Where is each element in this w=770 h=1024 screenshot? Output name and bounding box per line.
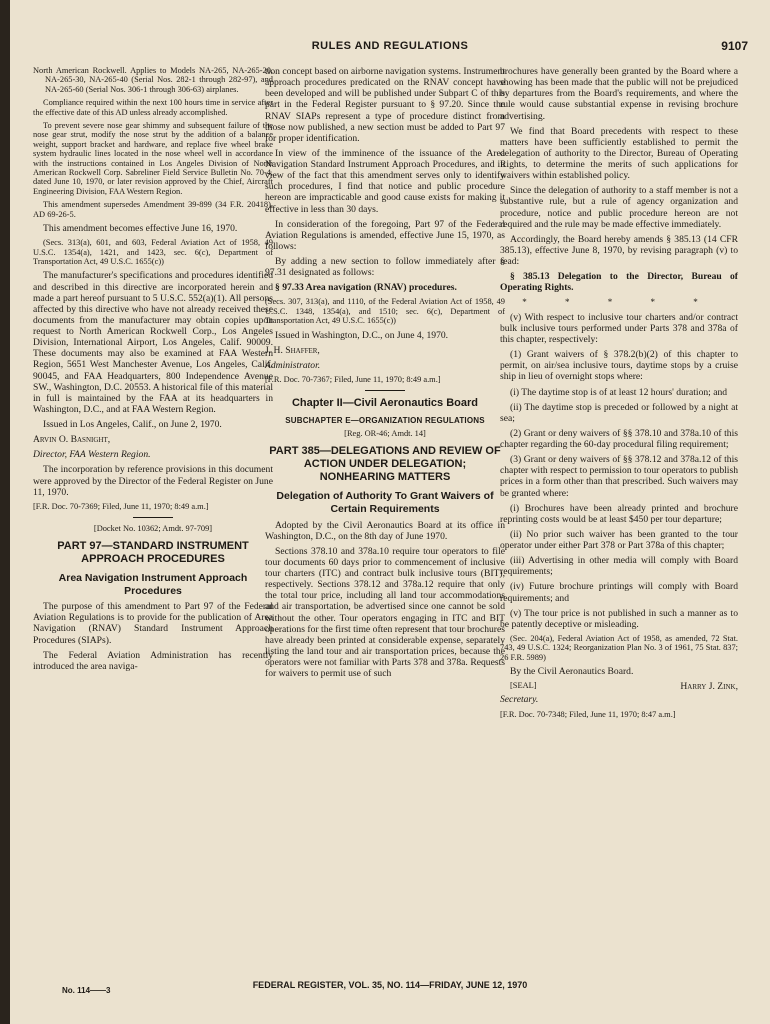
column-3 <box>500 66 738 723</box>
imminence-paragraph: In view of the imminence of the issuance of the Area Navigation Standard Instrument Approach Procedures, and in view of the fact that this amendment serves only to identify such procedures, I find that notice and public procedure hereon are impracticable and good cause exists for making it effective in less than 30 days. <box>265 147 505 215</box>
part-97-heading: PART 97—STANDARD INSTRUMENT APPROACH PROCEDURES <box>57 539 249 565</box>
fr-doc-line: [F.R. Doc. 70-7367; Filed, June 11, 1970; 8:49 a.m.] <box>265 374 441 384</box>
purpose-paragraph: The purpose of this amendment to Part 97 of the Federal Aviation Regulations is to provide for the publication of Area Navigation (RNAV) Standard Instrument Approach Procedures (SIAPs). <box>33 601 273 646</box>
divider <box>365 390 405 391</box>
authority-citation: (Secs. 313(a), 601, and 603, Federal Aviation Act of 1958, 49 U.S.C. 1354(a), 1421, and 1423, sec. 6(c), Department of Transportation Act, 49 U.S.C. 1655(c)) <box>33 238 273 267</box>
para-3-ii: (ii) No prior such waiver has been granted to the tour operator under either Part 378 or Part 378a of this chapter; <box>500 528 738 552</box>
para-v: (v) With respect to inclusive tour charters and/or contract bulk inclusive tours performed under Parts 378 and 378a of this chapter, respectively: <box>500 311 738 346</box>
rnav-concept-paragraph: tion concept based on airborne navigation systems. Instrument approach procedures predicated on the RNAV concept have been developed and will be published under Subpart C of this part in the Federal Register pursuant to § 97.20. Since the RNAV SIAPs represent a type of procedure distinct from those now published, a new section must be added to Part 97 for proper identification. <box>265 66 505 144</box>
chapter-heading: Chapter II—Civil Aeronautics Board <box>291 397 479 410</box>
by-board-line: By the Civil Aeronautics Board. <box>510 666 634 678</box>
issued-line: Issued in Los Angeles, Calif., on June 2, 1970. <box>43 419 222 431</box>
ad-supersedes: This amendment supersedes Amendment 39-899 (34 F.R. 20418), AD 69-26-5. <box>33 200 273 219</box>
ellipsis-stars: * * * * * <box>522 297 716 308</box>
section-385-13-heading: § 385.13 Delegation to the Director, Bureau of Operating Rights. <box>500 271 738 294</box>
page-footer: FEDERAL REGISTER, VOL. 35, NO. 114—FRIDAY, JUNE 12, 1970 <box>252 980 528 990</box>
signature-title: Administrator. <box>265 359 321 371</box>
para-1: (1) Grant waivers of § 378.2(b)(2) of this chapter to permit, on air/sea inclusive tours, daytime stops by a cruise ship in lieu of overnight stops where: <box>500 349 738 383</box>
incorporation-approval: The incorporation by reference provisions in this document were approved by the Director of the Federal Register on June 11, 1970. <box>33 464 273 498</box>
para-3-iv: (iv) Future brochure printings will comply with Board requirements; and <box>500 581 738 604</box>
para-1-ii: (ii) The daytime stop is preceded or followed by a night at sea; <box>500 401 738 424</box>
amendment-paragraph: Accordingly, the Board hereby amends § 385.13 (14 CFR 385.13), effective June 8, 1970, by revising paragraph (v) to read: <box>500 233 738 267</box>
para-3: (3) Grant or deny waivers of §§ 378.12 and 378a.12 of this chapter with respect to permission to tour operators to publish prices in a form other than that prescribed. Such waivers may be granted where: <box>500 454 738 499</box>
issue-number: No. 114——3 <box>62 986 111 995</box>
page-number: 9107 <box>721 39 748 53</box>
consideration-paragraph: In consideration of the foregoing, Part 97 of the Federal Aviation Regulations is amended, effective June 15, 1970, as follows: <box>265 218 505 252</box>
column-1 <box>33 66 273 676</box>
authority-citation: (Secs. 307, 313(a), and 1110, of the Federal Aviation Act of 1958, 49 U.S.C. 1348, 1354(a), and 1510; sec. 6(c), Department of Transportation Act, 49 U.S.C. 1655(c)) <box>265 297 505 326</box>
delegation-paragraph: Since the delegation of authority to a staff member is not a substantive rule, but a rule of agency organization and procedure, notice and public procedure hereon are not required and the rule may be made effective immediately. <box>500 185 738 230</box>
para-3-i: (i) Brochures have been already printed and brochure reprinting costs would be at least $450 per tour departure; <box>500 502 738 525</box>
subchapter-heading: SUBCHAPTER E—ORGANIZATION REGULATIONS <box>285 416 485 426</box>
part-385-heading: PART 385—DELEGATIONS AND REVIEW OF ACTION UNDER DELEGATION; NONHEARING MATTERS <box>269 444 501 484</box>
para-3-iii: (iii) Advertising in other media will comply with Board requirements; <box>500 555 738 578</box>
para-1-i: (i) The daytime stop is of at least 12 hours' duration; and <box>510 386 728 398</box>
fr-doc-line: [F.R. Doc. 70-7369; Filed, June 11, 1970; 8:49 a.m.] <box>33 501 209 511</box>
ad-applicability: North American Rockwell. Applies to Models NA-265, NA-265-20, NA-265-30, NA-265-40 (Serial Nos. 282-1 through 282-97), and NA-265-60 (Serial Nos. 306-1 through 306-63) airplanes. <box>33 66 273 94</box>
sections-paragraph: Sections 378.10 and 378a.10 require tour operators to file tour documents 60 days prior to commencement of inclusive tour charters (ITC) and contract bulk inclusive tours (BIT), respectively. Sections 378.12 and 378a.12 require that only the total tour price, including all land tour accommodations and air transportation, be advertised since one cannot be sold without the other. Tour operators engaging in ITC and BIT operations for the first time often represent that tour brochures have already been printed at considerable expense, separately listing the land tour and air transportation prices, because the operators were not familiar with Parts 378 and 378a. Requests for waivers to permit use of such <box>265 545 505 680</box>
seal-mark: [SEAL] <box>510 681 537 691</box>
fr-doc-line: [F.R. Doc. 70-7348; Filed, June 11, 1970; 8:47 a.m.] <box>500 709 676 719</box>
brochures-paragraph: brochures have generally been granted by the Board where a showing has been made that the public will not be prejudiced by departures from the Board's requirements, and where the rule would cause substantial expense in revising brochure advertising. <box>500 66 738 122</box>
effective-date: This amendment becomes effective June 16, 1970. <box>43 223 238 235</box>
authority-citation: (Sec. 204(a), Federal Aviation Act of 1958, as amended, 72 Stat. 743, 49 U.S.C. 1324; Reorganization Plan No. 3 of 1961, 75 Stat. 837; 26 F.R. 5989) <box>500 633 738 662</box>
signature-title: Director, FAA Western Region. <box>33 449 151 461</box>
signature-name: Arvin O. Basnight, <box>33 434 111 446</box>
running-header: RULES AND REGULATIONS <box>311 40 469 52</box>
divider <box>133 517 173 518</box>
para-3-v: (v) The tour price is not published in such a manner as to be patently deceptive or misleading. <box>500 607 738 630</box>
ad-compliance: Compliance required within the next 100 hours time in service after the effective date of this AD unless already accomplished. <box>33 98 273 117</box>
signature-title: Secretary. <box>500 694 539 706</box>
precedents-paragraph: We find that Board precedents with respect to these matters have been sufficiently established to permit the delegation of authority to the Director, Bureau of Operating Rights, to determine the merits of such applications for waivers within established policy. <box>500 125 738 182</box>
issued-line: Issued in Washington, D.C., on June 4, 1970. <box>275 329 449 341</box>
ad-instructions: To prevent severe nose gear shimmy and subsequent failure of the nose gear strut, modify the nose strut by the addition of a balance weight, support bracket and hardware, and replace five wheel brake system hydraulic lines located in the nose wheel well in accordance with the instructions contained in Los Angeles Division of North American Rockwell Corp. Sabreliner Field Service Bulletin No. 70-4, dated June 10, 1970, or later revision approved by the Chief, Aircraft Engineering Division, FAA Western Region. <box>33 121 273 196</box>
docket-line: [Docket No. 10362; Amdt. 97-709] <box>93 524 213 534</box>
signature-name: Harry J. Zink, <box>680 681 738 693</box>
document-page <box>10 0 770 1024</box>
faa-paragraph: The Federal Aviation Administration has recently introduced the area naviga- <box>33 649 273 672</box>
para-2: (2) Grant or deny waivers of §§ 378.10 and 378a.10 of this chapter regarding the 60-day procedural filing requirement; <box>500 427 738 451</box>
section-subtitle: Delegation of Authority To Grant Waivers of Certain Requirements <box>276 490 494 515</box>
section-subtitle: Area Navigation Instrument Approach Procedures <box>58 572 248 597</box>
section-97-33-heading: § 97.33 Area navigation (RNAV) procedures. <box>275 282 457 294</box>
adopted-paragraph: Adopted by the Civil Aeronautics Board at its office in Washington, D.C., on the 8th day of June 1970. <box>265 519 505 542</box>
incorporation-paragraph: The manufacturer's specifications and procedures identified and described in this directive are incorporated herein and made a part hereof pursuant to 5 U.S.C. 552(a)(1). All persons affected by this directive who have not already received these documents from the manufacturer may obtain copies upon request to North American Rockwell Corp., Los Angeles Division, International Airport, Los Angeles, Calif. 90009. These documents may also be examined at FAA Western Region, 5651 West Manchester Avenue, Los Angeles, Calif. 90045, and FAA Headquarters, 800 Independence Avenue SW., Washington, D.C. 20553. A historical file of this material in full is maintained by the FAA at its headquarters in Washington, D.C., and at FAA Western Region. <box>33 270 273 415</box>
signature-name: J. H. Shaffer, <box>265 344 320 356</box>
reg-line: [Reg. OR-46; Amdt. 14] <box>344 429 426 439</box>
column-2 <box>265 66 505 683</box>
adding-section-paragraph: By adding a new section to follow immediately after § 97.31 designated as follows: <box>265 256 505 279</box>
